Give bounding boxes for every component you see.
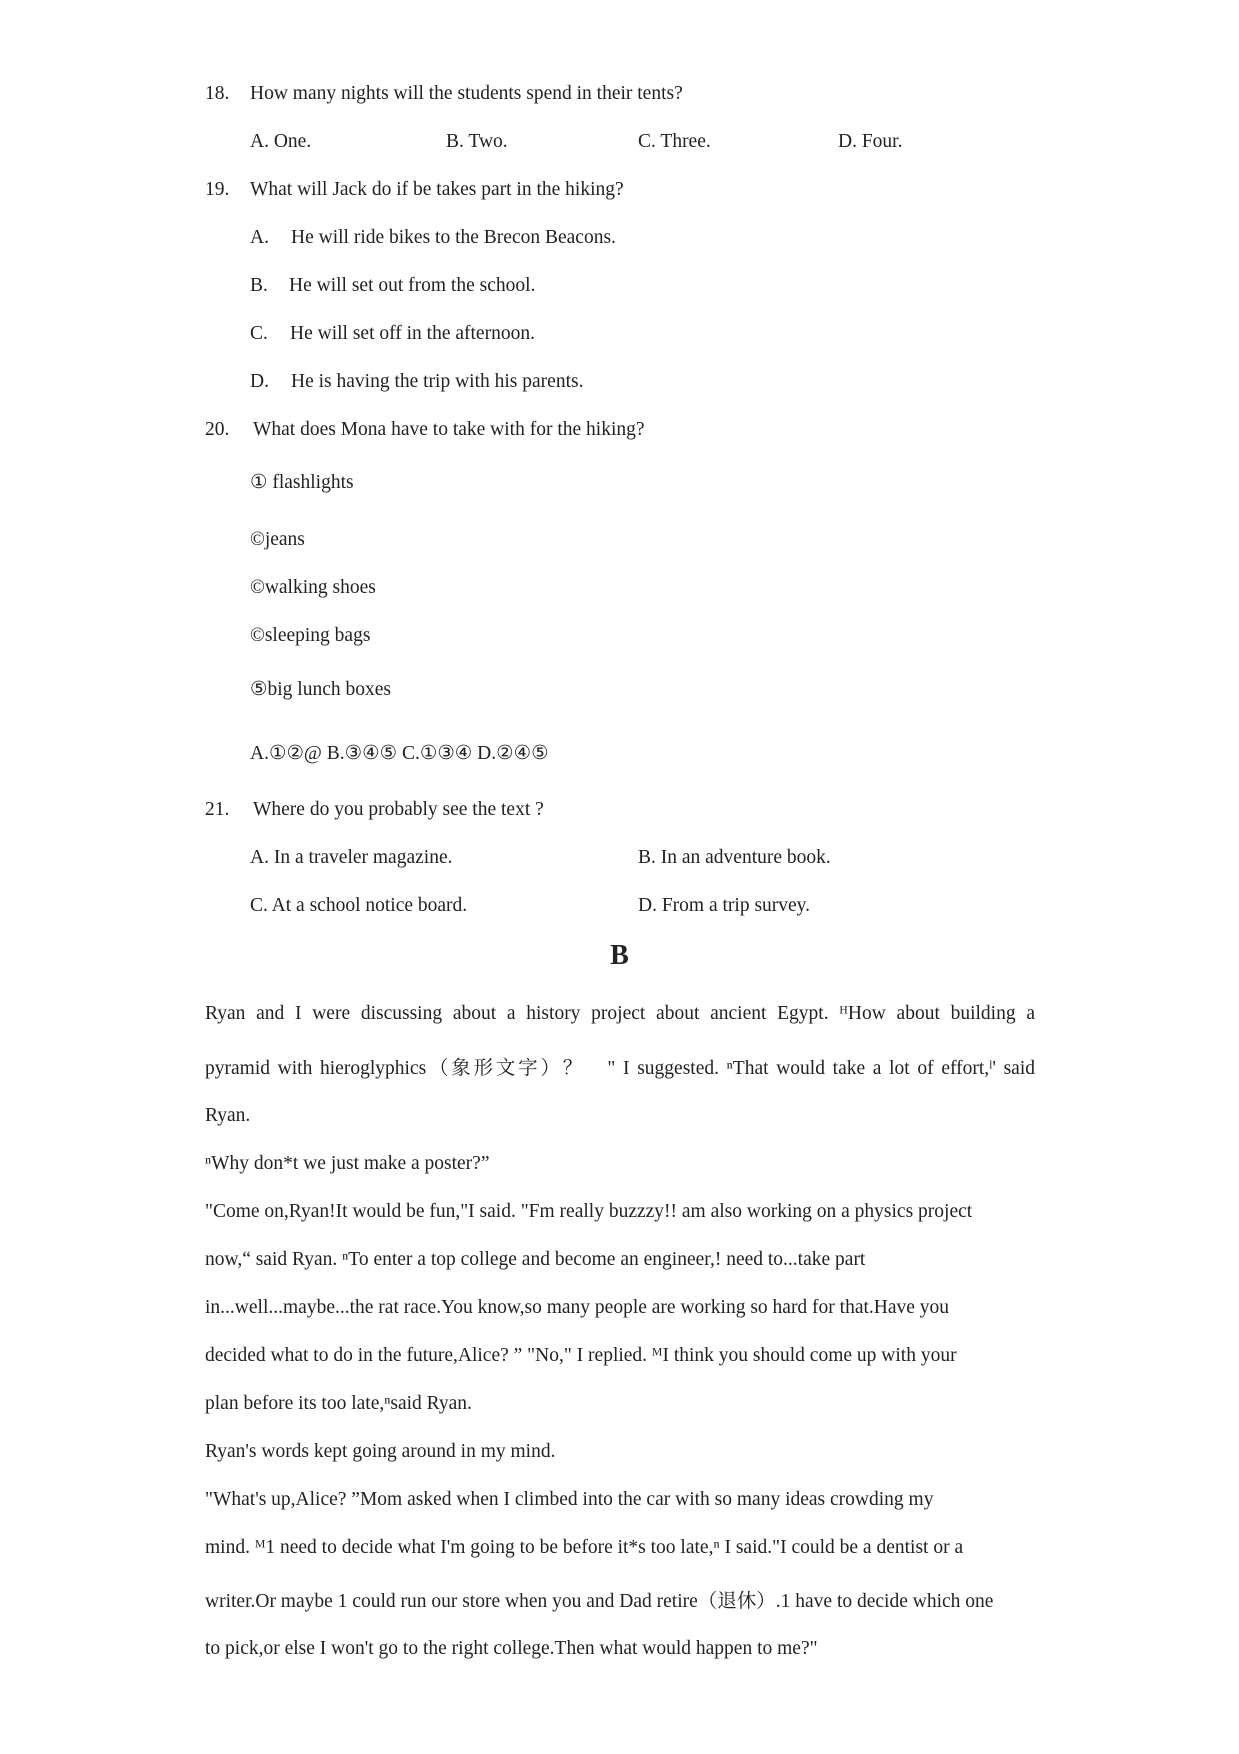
q21-option-d: D. From a trip survey. (638, 895, 811, 916)
q19-option-b-letter: B. (250, 275, 268, 296)
passage-line-11: "What's up,Alice? ”Mom asked when I climbed into the car with so many ideas crowding my (205, 1489, 934, 1510)
q19-option-d-text: He is having the trip with his parents. (291, 371, 584, 392)
q20-item-3: ©walking shoes (250, 577, 376, 598)
section-title: B (610, 940, 629, 971)
q19-option-c-letter: C. (250, 323, 268, 344)
question-19-number: 19. (205, 179, 230, 200)
passage-line-3: Ryan. (205, 1105, 251, 1126)
passage-line-6: now,“ said Ryan. ⁿTo enter a top college and become an engineer,! need to...take part (205, 1249, 866, 1270)
q21-option-b: B. In an adventure book. (638, 847, 831, 868)
q19-option-b-text: He will set out from the school. (289, 275, 536, 296)
q19-option-a-letter: A. (250, 227, 269, 248)
question-20-number: 20. (205, 419, 230, 440)
passage-line-8: decided what to do in the future,Alice? ” "No," I replied. ᴹI think you should come up with your (205, 1345, 957, 1366)
passage-line-10: Ryan's words kept going around in my mind. (205, 1441, 556, 1462)
q20-item-5: ⑤big lunch boxes (250, 679, 391, 700)
q19-option-c-text: He will set off in the afternoon. (290, 323, 535, 344)
passage-line-7: in...well...maybe...the rat race.You know,so many people are working so hard for that.Have you (205, 1297, 950, 1318)
passage-line-9: plan before its too late,ⁿsaid Ryan. (205, 1393, 472, 1414)
question-20-text: What does Mona have to take with for the hiking? (253, 419, 645, 440)
q18-option-d: D. Four. (838, 131, 903, 152)
q18-option-a: A. One. (250, 131, 312, 152)
q19-option-a-text: He will ride bikes to the Brecon Beacons. (291, 227, 616, 248)
passage-line-13: writer.Or maybe 1 could run our store when you and Dad retire（退休）.1 have to decide which one (205, 1591, 994, 1612)
q20-answer-options: A.①②@ B.③④⑤ C.①③④ D.②④⑤ (250, 743, 549, 764)
question-21-text: Where do you probably see the text ? (253, 799, 544, 820)
question-18-text: How many nights will the students spend in their tents? (250, 83, 683, 104)
question-18-number: 18. (205, 83, 230, 104)
passage-line-4: ⁿWhy don*t we just make a poster?” (205, 1153, 490, 1174)
q20-item-4: ©sleeping bags (250, 625, 371, 646)
passage-line-1: Ryan and I were discussing about a history project about ancient Egypt. ᴴHow about building a (205, 1003, 1035, 1024)
passage-line-12: mind. ᴹ1 need to decide what I'm going to be before it*s too late,ⁿ I said."I could be a dentist or a (205, 1537, 964, 1558)
question-19-text: What will Jack do if be takes part in the hiking? (250, 179, 624, 200)
q20-item-2: ©jeans (250, 529, 305, 550)
q18-option-b: B. Two. (446, 131, 508, 152)
q19-option-d-letter: D. (250, 371, 269, 392)
passage-line-14: to pick,or else I won't go to the right college.Then what would happen to me?" (205, 1638, 818, 1659)
passage-line-5: "Come on,Ryan!It would be fun,"I said. "Fm really buzzzy!! am also working on a physics project (205, 1201, 973, 1222)
q18-option-c: C. Three. (638, 131, 711, 152)
q21-option-a: A. In a traveler magazine. (250, 847, 453, 868)
passage-line-2: pyramid with hieroglyphics（象形文字）？ " I suggested. ⁿThat would take a lot of effort,ˡ' said (205, 1058, 1035, 1079)
question-21-number: 21. (205, 799, 230, 820)
q21-option-c: C. At a school notice board. (250, 895, 468, 916)
q20-item-1: ① flashlights (250, 472, 354, 493)
